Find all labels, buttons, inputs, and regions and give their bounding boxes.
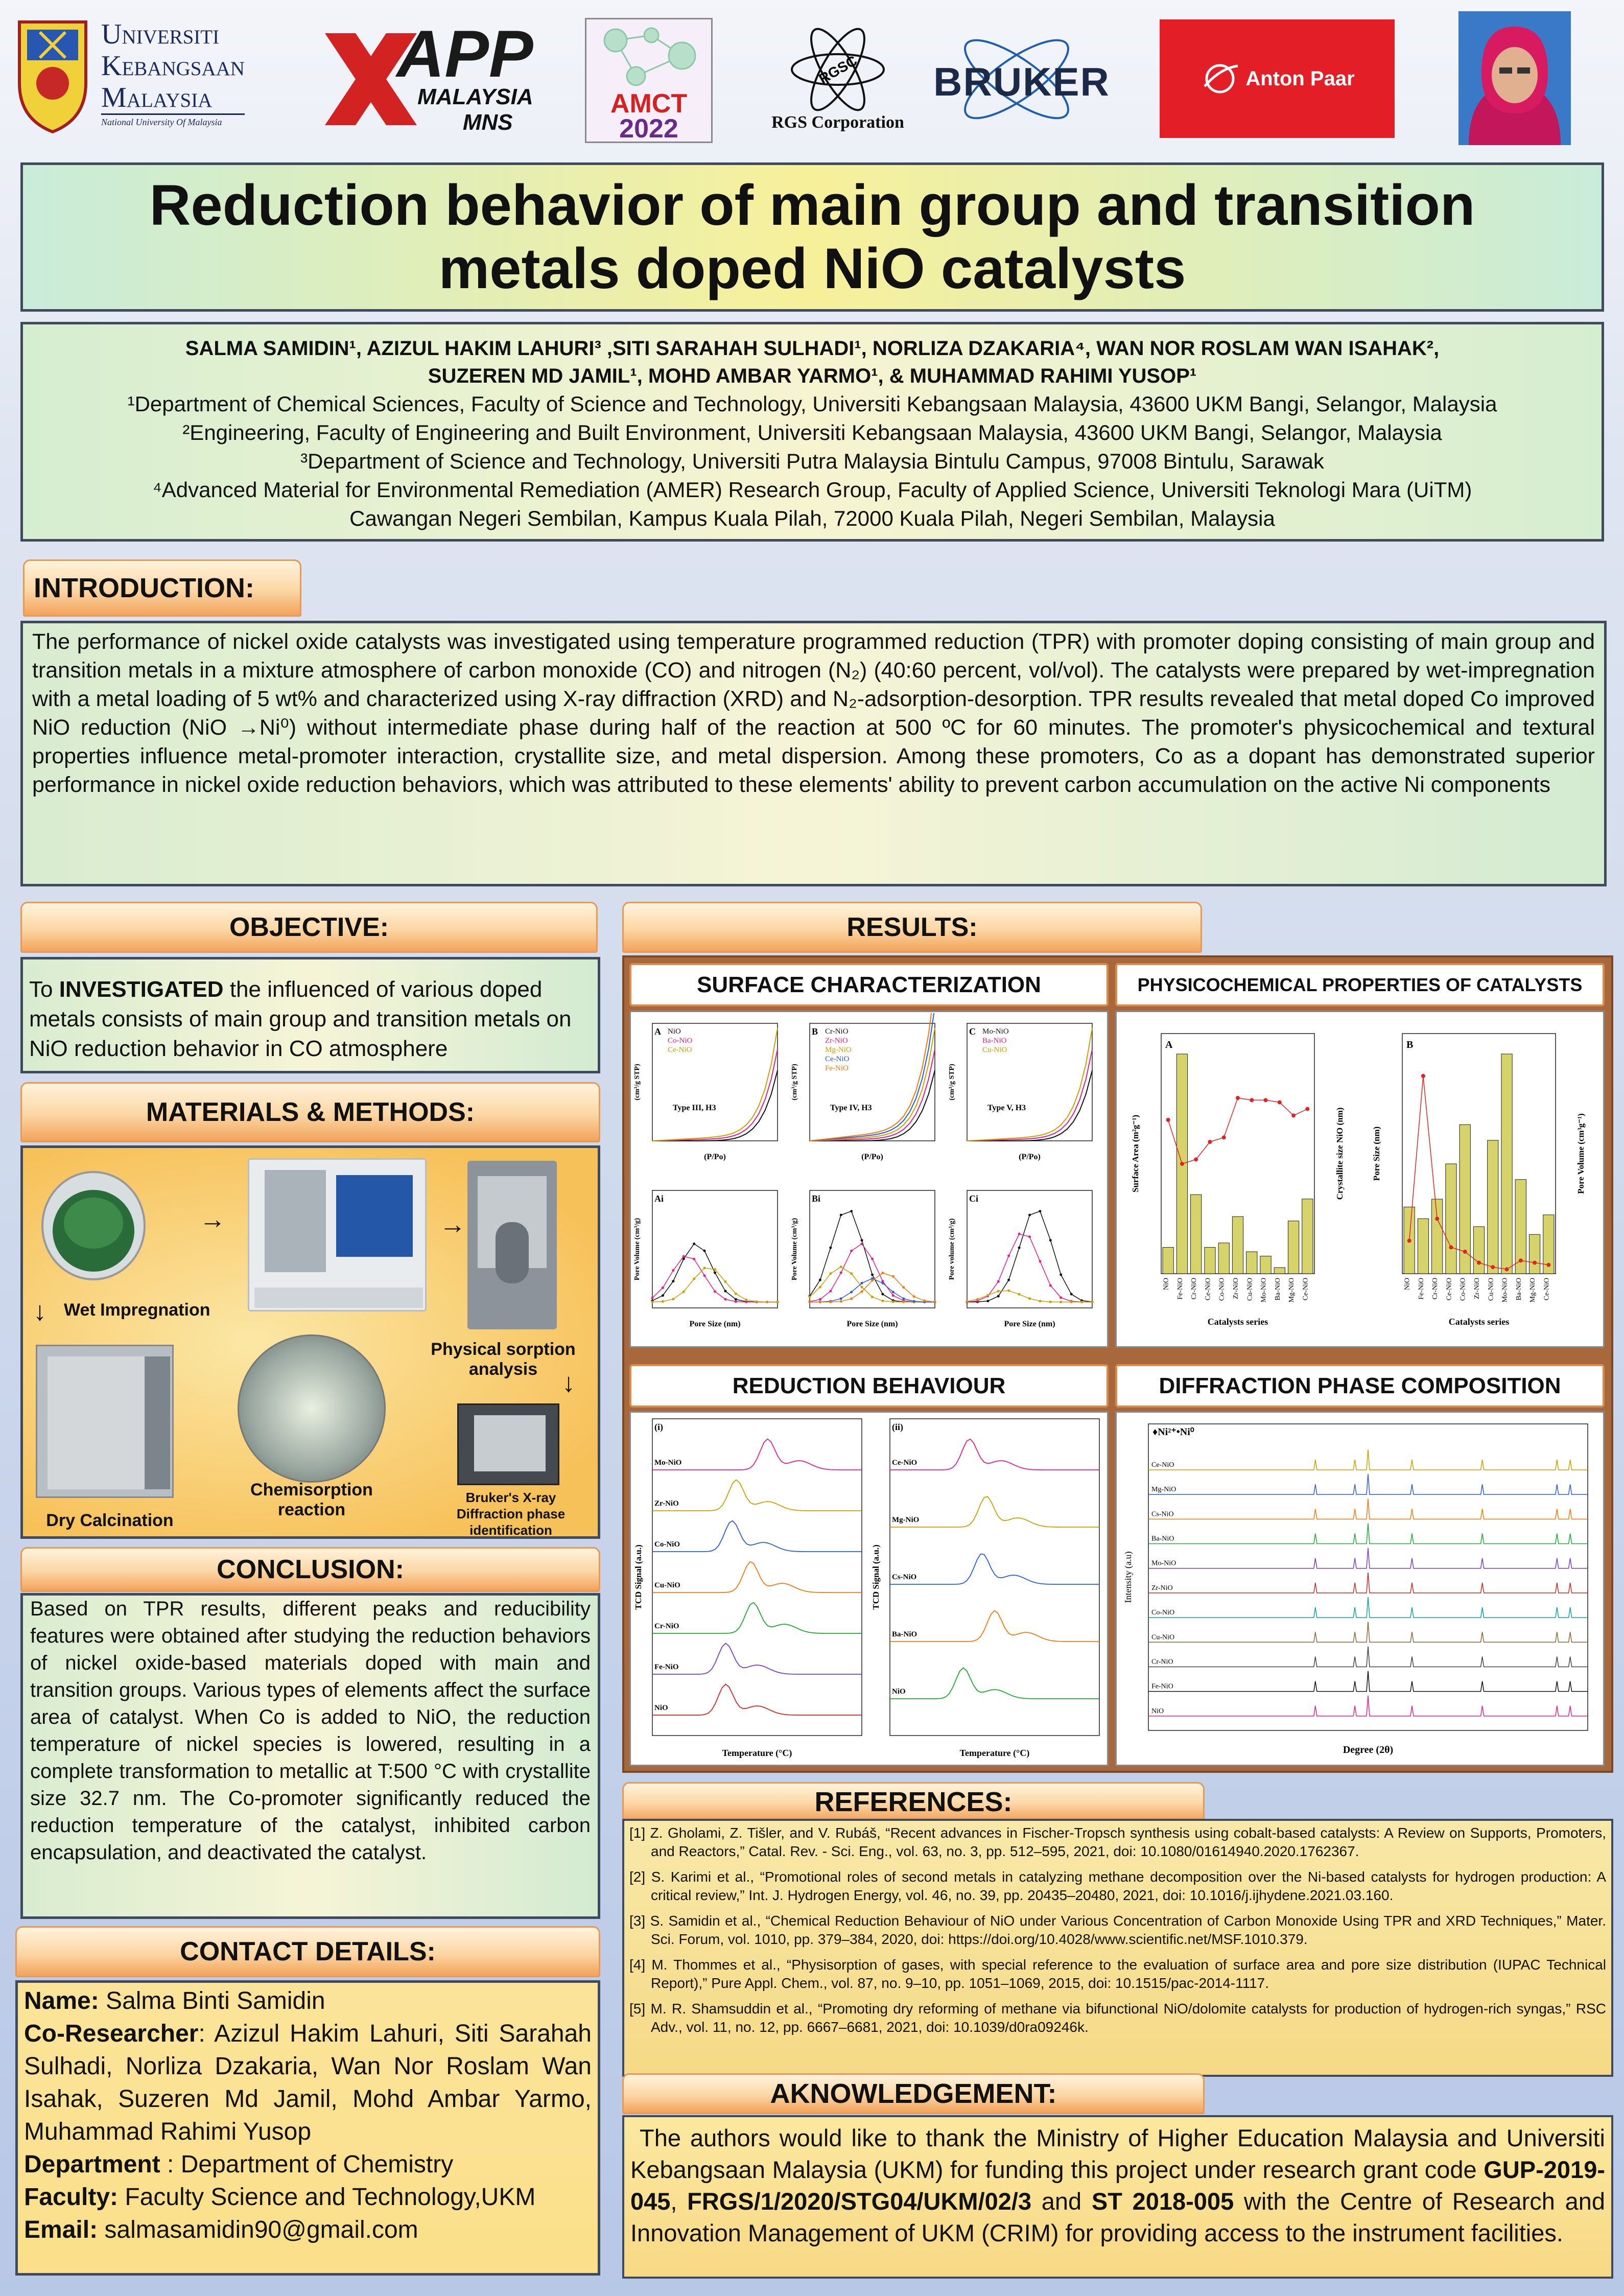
isoB-legend: Ce-NiO [825,1055,850,1063]
barB-bar [1432,1199,1443,1274]
poreA-series [652,1256,778,1302]
contact-dept-value: : Department of Chemistry [160,2151,454,2178]
isoA-xlabel: (P/Po) [704,1153,726,1161]
ack-text-2: , [670,2188,688,2215]
isoC-legend: Mo-NiO [982,1027,1009,1036]
tprI-series [652,1643,862,1674]
tprI-series [652,1480,862,1511]
xrd-pattern [1148,1573,1588,1593]
barA-tick: Ce-NiO [1302,1278,1310,1301]
isoB-xlabel: (P/Po) [861,1153,883,1161]
ack-grant-1: GUP-2019-045 [630,2156,1605,2215]
pore-a-chart [632,1180,785,1344]
tprII-series-label: Mg-NiO [892,1516,920,1524]
xrd-pattern [1148,1671,1588,1692]
title-box [20,162,1604,312]
ack-grant-2: FRGS/1/2020/STG04/UKM/02/3 [687,2188,1032,2215]
barB-bar [1418,1219,1428,1274]
isotherm-c-chart [947,1013,1105,1177]
introduction-box [20,621,1607,886]
xrd-series-label: Mo-NiO [1151,1559,1176,1567]
xrd-series-label: Cs-NiO [1151,1510,1174,1518]
barA-tick: Cr-NiO [1190,1278,1198,1300]
furnace [36,1345,174,1498]
barB-tick: Fe-NiO [1417,1278,1425,1300]
isoC-legend: Cu-NiO [982,1046,1007,1054]
barA-point [1305,1107,1309,1111]
barB-bar [1529,1234,1540,1274]
bar-b-chart [1359,1013,1603,1345]
barB-bar [1446,1164,1456,1274]
antonpaar-swirl-icon [1199,58,1240,99]
tprI-series-label: Fe-NiO [654,1663,679,1671]
acknowledgement-box [622,2115,1613,2279]
isoA-tag: A [654,1026,661,1037]
pore-c-chart [947,1180,1105,1344]
xapp-sub2: MNS [462,110,513,135]
isoB-tag: B [812,1026,818,1037]
contact-name-value: Salma Binti Samidin [99,1987,325,2014]
isoB-legend: Cr-NiO [825,1027,849,1036]
poreC-tag: Ci [969,1193,978,1204]
molecule-icon [595,20,702,91]
barA-tick: Mg-NiO [1288,1278,1296,1303]
amct-text: AMCT [610,88,688,119]
poreC-series [967,1211,1092,1302]
ukm-name-line1: Universiti [101,18,220,50]
barA-ylabel2: Crystallite size NiO (nm) [1335,1107,1345,1200]
surface-heading: SURFACE CHARACTERIZATION [629,963,1109,1006]
dry-calcination-label: Dry Calcination [46,1511,174,1530]
tprI-series-label: NiO [654,1704,668,1712]
tprII-series [890,1668,1099,1699]
barA-bar [1205,1247,1215,1274]
physical-sorption-label: Physical sorption analysis [431,1340,576,1379]
bruker-logo [914,26,1129,138]
contact-name [24,1985,592,2018]
isoB-legend: Mg-NiO [825,1046,852,1054]
barB-tag: B [1406,1039,1414,1050]
ack-grant-3: ST 2018-005 [1091,2188,1234,2215]
xrd-pattern [1148,1622,1588,1642]
antonpaar-logo [1160,19,1395,138]
tprI-series [652,1562,862,1592]
isoC-series [967,1049,1092,1141]
tprII-ylabel: TCD Signal (a.u.) [871,1544,881,1610]
physico-heading: PHYSICOCHEMICAL PROPERTIES OF CATALYSTS [1115,963,1605,1006]
xrd-pattern [1148,1646,1588,1667]
objective-post: the influenced of various doped metals consists of main group and transition metals on NiO reduction behavior in CO atmosphere [29,977,572,1061]
poreA-ylabel: Pore Volume (cm³/g) [633,1217,641,1281]
reference-item: [2] S. Karimi et al., “Promotional roles of second metals in catalyzing methane decomposition over the Ni-based catalysts for hydrogen production: A critical review,” Int. J. Hydrogen Energy, vol. 46, no. 39, pp. 20435–20480, 2021, doi: 10.1016/j.ijhydene.2021.03.160. [629,1869,1606,1903]
poreC-frame [967,1190,1092,1308]
contact-name-label: Name: [24,1987,99,2014]
arrow-down-icon: ↓ [33,1297,46,1326]
isoA-legend: Ce-NiO [668,1046,692,1054]
arrow-right-icon: → [439,1210,466,1239]
objective-box [20,957,600,1073]
poreA-tag: Ai [654,1193,664,1204]
results-heading: RESULTS: [622,902,1202,953]
isoB-ylabel: (cm³/g STP) [791,1064,798,1100]
rgsc-badge: RGSC [816,52,860,87]
tprII-series [890,1439,1099,1470]
barB-bar [1501,1054,1512,1274]
contact-box [15,1980,600,2276]
barB-ylabel2: Pore Volume (cm³g⁻¹) [1576,1113,1586,1194]
barA-line [1168,1098,1308,1164]
tprII-series-label: Ce-NiO [892,1459,917,1467]
isoC-tag: C [969,1026,976,1037]
xrd-legend: ♦Ni²⁺•Ni⁰ [1152,1426,1194,1438]
xrd-pattern [1148,1474,1588,1494]
contact-heading: CONTACT DETAILS: [15,1926,600,1977]
diffraction-heading: DIFFRACTION PHASE COMPOSITION [1115,1364,1605,1408]
barB-tick: Mg-NiO [1529,1278,1537,1303]
affiliation-1: ¹Department of Chemical Sciences, Faculty of Science and Technology, Universiti Kebangsaan Malaysia, 43600 UKM Bangi, Selangor, Malaysia [127,392,1497,416]
barB-ylabel1: Pore Size (nm) [1372,1126,1381,1181]
tprI-series [652,1439,862,1470]
beaker-icon [37,1169,150,1292]
isoA-series [652,1028,778,1141]
tpr-ii-chart [869,1414,1107,1764]
barB-tick: Zr-NiO [1473,1278,1481,1299]
xrd-pattern [1148,1498,1588,1519]
tpr-i-chart [632,1414,869,1764]
contact-department [24,2148,592,2181]
isoA-series [652,1049,778,1141]
barB-tick: Ce-NiO [1445,1278,1453,1301]
barB-tick: NiO [1403,1278,1411,1291]
isoA-type: Type III, H3 [673,1104,716,1112]
references-list [629,1824,1606,2036]
contact-dept-label: Department [24,2151,160,2178]
affiliation-3: ³Department of Science and Technology, Universiti Putra Malaysia Bintulu Campus, 97008 Bintulu, Sarawak [300,449,1324,473]
isoB-legend: Zr-NiO [825,1037,848,1045]
affiliation-4a: ⁴Advanced Material for Environmental Remediation (AMER) Research Group, Faculty of Applied Science, Universiti Teknologi Mara (UiTM) [152,478,1472,502]
barA-bar [1232,1216,1243,1274]
isoB-type: Type IV, H3 [830,1104,872,1112]
isoC-ylabel: (cm³/g STP) [948,1064,956,1100]
conclusion-heading: CONCLUSION: [20,1547,600,1592]
barA-tick: Cu-NiO [1246,1278,1254,1301]
poreB-frame [810,1190,935,1308]
barA-tick: Co-NiO [1218,1278,1226,1301]
conclusion-text: Based on TPR results, different peaks and reducibility features were obtained after studying the reduction behaviors of nickel oxide-based materials doped with main and transition groups. Various types of elements affect the surface area of catalyst. When Co is added to NiO, the reduction temperature of nickel species is lowered, resulting in a complete transformation to metallic at T:500 °C with crystallite size 32.7 nm. The Co-promoter significantly reduced the reduction temperature of the catalyst, inhibited carbon encapsulation, and deactivated the catalyst. [30,1598,591,1864]
isoA-ylabel: (cm³/g STP) [633,1064,641,1100]
conclusion-box [20,1593,600,1919]
tprII-tag: (ii) [892,1422,903,1432]
reference-item: [4] M. Thommes et al., “Physisorption of gases, with special reference to the evaluation of surface area and pore size distribution (IUPAC Technical Report),” Pure Appl. Chem., vol. 87, no. 9–10, pp. 1051–1069, 2015, doi: 10.1515/pac-2014-1117. [629,1957,1606,1991]
objective-text [29,975,592,1064]
tprI-series-label: Cr-NiO [654,1622,679,1630]
contact-fac-value: Faculty Science and Technology,UKM [118,2184,536,2211]
xrd-series-label: Co-NiO [1151,1609,1175,1617]
reference-item: [1] Z. Gholami, Z. Tišler, and V. Rubáš, “Recent advances in Fischer-Tropsch synthesis using cobalt-based catalysts: A Review on Supports, Promoters, and Reactors,” Catal. Rev. - Sci. Eng., vol. 63, no. 3, pp. 512–595, 2021, doi: 10.1080/01614940.2020.1762367. [629,1825,1606,1859]
tprI-frame [652,1419,862,1736]
tprII-series [890,1554,1099,1584]
chemisorption-label: Chemisorption reaction [250,1480,373,1519]
xrd-pattern [1148,1597,1588,1618]
xapp-logo [291,18,567,140]
ukm-name-line2: Kebangsaan [101,50,245,82]
poreB-ylabel: Pore Volume (cm³/g) [791,1217,798,1281]
bar-a-chart [1118,1013,1358,1345]
barA-tick: Mo-NiO [1260,1278,1268,1303]
tprI-xlabel: Temperature (°C) [722,1748,792,1758]
xrd-ylabel: Intensity (a.u) [1123,1551,1133,1603]
chemisorption-photo [238,1334,386,1483]
poreB-series [810,1267,935,1302]
poreA-xlabel: Pore Size (nm) [689,1320,741,1328]
barA-tick: NiO [1162,1278,1170,1291]
contact-faculty [24,2181,592,2214]
introduction-heading: INTRODUCTION: [23,559,301,617]
reduction-heading: REDUCTION BEHAVIOUR [629,1364,1109,1408]
tprI-series-label: Zr-NiO [654,1500,679,1508]
contact-email-value[interactable]: salmasamidin90@gmail.com [98,2216,418,2243]
barB-tick: Ce-NiO [1543,1278,1551,1301]
barB-tick: Mo-NiO [1501,1278,1509,1303]
xrd-series-label: Mg-NiO [1151,1486,1176,1494]
barB-bar [1473,1227,1484,1274]
isoA-legend: NiO [668,1027,681,1036]
isoA-legend: Co-NiO [668,1037,693,1045]
tprI-series [652,1684,862,1715]
barB-xlabel: Catalysts series [1448,1317,1510,1327]
reference-item: [3] S. Samidin et al., “Chemical Reduction Behaviour of NiO under Various Concentration of Carbon Monoxide Using TPR and XRD Techniques,” Mater. Sci. Forum, vol. 1010, pp. 379–384, 2020, doi: https://doi.org/10.4028/www.scientific.net/MSF.1010.379. [629,1913,1606,1947]
barA-bar [1218,1243,1229,1274]
xrd-pattern [1148,1548,1588,1568]
barA-tick: Fe-NiO [1176,1278,1184,1300]
poreC-ylabel: Pore volume (cm³/g) [948,1218,956,1280]
tprI-series [652,1603,862,1633]
xrd-series-label: Zr-NiO [1151,1584,1173,1592]
isoC-series [967,1028,1092,1141]
title-line1: Reduction behavior of main group and transition [149,173,1475,237]
amct-logo [585,18,713,143]
barB-tick: Co-NiO [1459,1278,1467,1301]
barA-tick: Ce-NiO [1204,1278,1212,1301]
contact-co-value: : Azizul Hakim Lahuri, Siti Sarahah Sulhadi, Norliza Dzakaria, Wan Nor Roslam Wan Isahak, Suzeren Md Jamil, Mohd Ambar Yarmo, Muhammad Rahimi Yusop [24,2020,592,2145]
contact-email-label: Email: [24,2216,98,2243]
author-photo [1458,11,1571,145]
ukm-tagline: National University Of Malaysia [101,117,222,127]
barA-bar [1163,1247,1173,1274]
barB-tick: Cr-NiO [1431,1278,1440,1300]
tprII-series [890,1610,1099,1642]
authors-line1: SALMA SAMIDIN¹, AZIZUL HAKIM LAHURI³ ,SITI SARAHAH SULHADI¹, NORLIZA DZAKARIA⁴, WAN NOR ROSLAM WAN ISAHAK², [185,337,1440,360]
affiliation-4b: Cawangan Negeri Sembilan, Kampus Kuala Pilah, 72000 Kuala Pilah, Negeri Sembilan, Malaysia [349,506,1275,530]
poreA-series [652,1244,778,1302]
barA-bar [1191,1194,1202,1274]
poreB-series [810,1279,935,1302]
sorption-instrument [467,1161,557,1329]
introduction-text: The performance of nickel oxide catalysts was investigated using temperature programmed reduction (TPR) with promoter doping consisting of main group and transition metals in a mixture atmosphere of carbon monoxide (CO) and nitrogen (N₂) (40:60 percent, vol/vol). The catalysts were prepared by wet-impregnation with a metal loading of 5 wt% and characterized using X-ray diffraction (XRD) and N₂-adsorption-desorption. TPR results revealed that metal doped Co improved NiO reduction (NiO →Ni⁰) without intermediate phase during half of the reaction at 500 ºC for 60 minutes. The promoter's physicochemical and textural properties influence metal-promoter interaction, crystallite size, and metal dispersion. Among these promoters, Co as a dopant has demonstrated superior performance in nickel oxide reduction behaviors, which was attributed to these elements' ability to prevent carbon accumulation on the active Ni components [32,629,1595,797]
xrd-series-label: Ba-NiO [1151,1535,1174,1543]
tprI-series-label: Mo-NiO [654,1459,682,1467]
contact-fac-label: Faculty: [24,2184,119,2211]
ack-text-1: The authors would like to thank the Ministry of Higher Education Malaysia and Universiti Kebangsaan Malaysia (UKM) for funding this project under research grant code [630,2124,1605,2183]
isoB-legend: Fe-NiO [825,1064,849,1072]
barA-xlabel: Catalysts series [1207,1317,1268,1327]
objective-pre: To [29,977,59,1002]
atom-icon [787,26,889,113]
xrd-series-label: Fe-NiO [1151,1682,1173,1691]
contact-coresearcher [24,2018,592,2148]
methods-heading: MATERIALS & METHODS: [20,1082,600,1142]
tprII-frame [890,1419,1099,1736]
reference-item: [5] M. R. Shamsuddin et al., “Promoting dry reforming of methane via bifunctional NiO/dolomite catalysts for production of hydrogen-rich syngas,” RSC Adv., vol. 11, no. 12, pp. 6667–6681, 2021, doi: 10.1039/d0ra09246k. [629,2001,1606,2035]
poreB-xlabel: Pore Size (nm) [846,1320,898,1328]
xrd-pattern [1148,1449,1588,1470]
arrow-right-icon: → [199,1205,226,1234]
amct-year: 2022 [619,113,678,144]
barA-ylabel1: Surface Area (m²g⁻¹) [1131,1115,1140,1192]
tprI-series-label: Cu-NiO [654,1581,680,1589]
ukm-crest-icon [9,12,96,134]
objective-heading: OBJECTIVE: [20,902,598,953]
poreB-series [810,1244,935,1302]
poreC-xlabel: Pore Size (nm) [1004,1320,1055,1328]
xrd-instrument [457,1403,559,1485]
methods-box [20,1145,600,1539]
wet-impregnation-label: Wet Impregnation [64,1300,210,1320]
pore-b-chart [789,1180,943,1344]
ack-text-3: and [1031,2188,1092,2215]
rgsc-name: RGS Corporation [771,113,904,132]
xrd-xlabel: Degree (2θ) [1343,1744,1394,1755]
xrd-series-label: NiO [1151,1707,1164,1715]
isotherm-a-chart [632,1013,785,1177]
chemisorption-instrument [248,1158,427,1311]
contact-email[interactable] [24,2214,592,2246]
authors-line2: SUZEREN MD JAMIL¹, MOHD AMBAR YARMO¹, & MUHAMMAD RAHIMI YUSOP¹ [428,365,1197,387]
title-line2: metals doped NiO catalysts [438,237,1186,300]
bruker-text: BRUKER [933,59,1110,104]
barB-tick: Cu-NiO [1487,1278,1495,1301]
barB-bar [1488,1140,1498,1274]
tprII-series-label: Cs-NiO [892,1573,917,1581]
xrd-series-label: Ce-NiO [1151,1461,1174,1469]
tprI-ylabel: TCD Signal (a.u.) [633,1544,643,1610]
xapp-sub1: MALAYSIA [417,84,533,109]
references-heading: REFERENCES: [622,1782,1205,1822]
tprII-series-label: NiO [892,1688,906,1696]
objective-bold: INVESTIGATED [59,977,224,1002]
arrow-down-icon: ↓ [562,1368,575,1398]
ukm-logo [9,9,265,137]
isotherm-b-chart [789,1013,943,1177]
affiliation-2: ²Engineering, Faculty of Engineering and Built Environment, Universiti Kebangsaan Malaysia, 43600 UKM Bangi, Selangor, Malaysia [182,420,1442,444]
isoB-series [810,1028,935,1141]
xrd-pattern [1148,1696,1588,1716]
tprI-series-label: Co-NiO [654,1540,680,1549]
contact-co-label: Co-Researcher [24,2020,199,2047]
poreC-series [967,1234,1092,1302]
ack-text-4: with the Centre of Research and Innovation Management of UKM (CRIM) for providing access to the instrument facilities. [630,2188,1605,2246]
barA-tag: A [1165,1039,1173,1050]
isoC-type: Type V, H3 [987,1104,1026,1112]
xrd-pattern [1148,1524,1588,1544]
barA-bar [1274,1268,1285,1274]
rgsc-logo [771,20,904,138]
barA-bar [1246,1252,1257,1274]
barA-bar [1288,1221,1299,1274]
barA-bar [1260,1256,1271,1274]
tprII-series [890,1496,1099,1527]
references-box [622,1819,1613,2077]
xrd-chart [1118,1414,1602,1764]
acknowledgement-text [630,2122,1605,2249]
tprII-series-label: Ba-NiO [892,1630,917,1638]
barA-tick: Zr-NiO [1232,1278,1240,1299]
xrd-series-label: Cu-NiO [1151,1633,1175,1642]
authors-box [20,322,1604,542]
poreB-series [810,1211,935,1302]
tprII-xlabel: Temperature (°C) [959,1748,1030,1758]
tprI-tag: (i) [654,1422,663,1432]
xrd-series-label: Cr-NiO [1151,1658,1173,1666]
ukm-name-line3: Malaysia [101,82,245,115]
person-icon [1458,11,1571,145]
poreB-tag: Bi [812,1193,821,1204]
barA-tick: Ba-NiO [1274,1278,1282,1301]
xrd-label: Bruker's X-ray Diffraction phase identification [456,1490,566,1538]
isoC-legend: Ba-NiO [982,1037,1007,1045]
barB-tick: Ba-NiO [1515,1278,1523,1301]
antonpaar-text: Anton Paar [1245,67,1355,90]
xapp-title: APP [396,16,533,91]
barA-bar [1302,1199,1313,1274]
poreC-series [967,1291,1092,1302]
tprI-series [652,1521,862,1552]
acknowledgement-heading: AKNOWLEDGEMENT: [622,2073,1205,2114]
isoC-xlabel: (P/Po) [1019,1153,1041,1161]
